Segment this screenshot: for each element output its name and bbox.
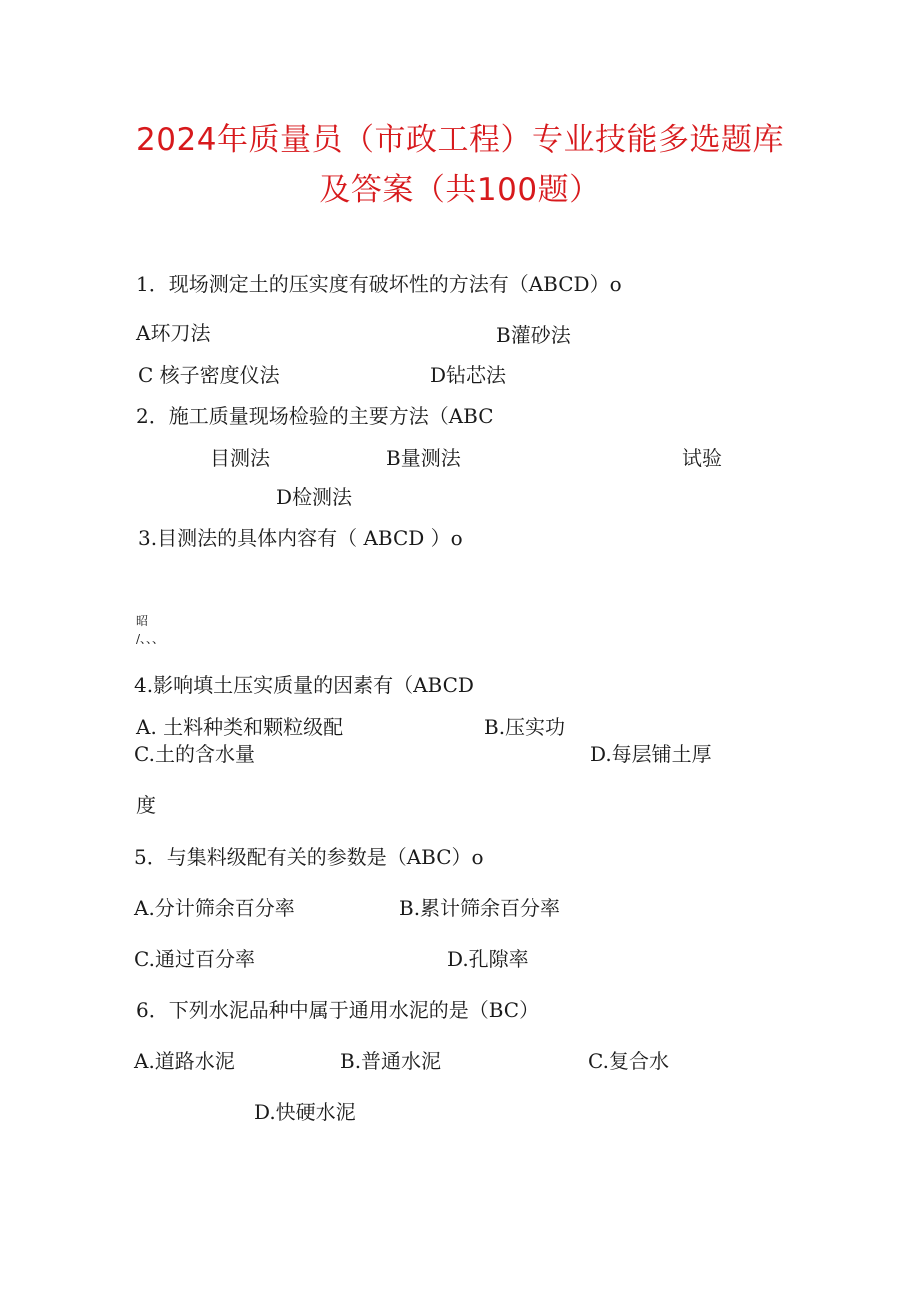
question-6-option-a: A.道路水泥 bbox=[134, 1049, 235, 1073]
question-2-option-c: 试验 bbox=[682, 446, 722, 470]
question-5-option-c: C.通过百分率 bbox=[134, 947, 255, 971]
question-1-option-a: A环刀法 bbox=[136, 321, 211, 345]
question-5-option-d: D.孔隙率 bbox=[447, 947, 529, 971]
question-4-option-d-continued: 度 bbox=[136, 793, 156, 817]
question-1-option-c: C 核子密度仪法 bbox=[138, 363, 280, 387]
question-4-option-b: B.压实功 bbox=[484, 715, 566, 739]
question-6-option-c: C.复合水 bbox=[588, 1049, 669, 1073]
question-4-option-c: C.土的含水量 bbox=[134, 742, 255, 766]
question-6-stem: 6．下列水泥品种中属于通用水泥的是（BC） bbox=[136, 998, 540, 1022]
question-1-stem: 1．现场测定土的压实度有破坏性的方法有（ABCD）o bbox=[136, 272, 622, 296]
question-4-option-d: D.每层铺土厚 bbox=[590, 742, 712, 766]
question-1-option-b: B灌砂法 bbox=[496, 323, 571, 347]
question-4-stem: 4.影响填土压实质量的因素有（ABCD bbox=[134, 673, 474, 697]
question-6-option-d: D.快硬水泥 bbox=[254, 1100, 356, 1124]
question-2-option-d: D检测法 bbox=[276, 485, 353, 509]
question-6-option-b: B.普通水泥 bbox=[340, 1049, 442, 1073]
document-title-line-1: 2024年质量员（市政工程）专业技能多选题库 bbox=[136, 122, 784, 158]
question-5-option-b: B.累计筛余百分率 bbox=[399, 896, 561, 920]
document-title-line-2: 及答案（共100题） bbox=[319, 172, 601, 208]
question-2-option-a: 目测法 bbox=[210, 446, 270, 470]
question-2-stem: 2．施工质量现场检验的主要方法（ABC bbox=[136, 404, 494, 428]
question-3-note-2: /、、、 bbox=[136, 632, 165, 646]
question-4-option-a: A. 土料种类和颗粒级配 bbox=[136, 715, 344, 739]
question-1-option-d: D钻芯法 bbox=[430, 363, 507, 387]
question-2-option-b: B量测法 bbox=[386, 446, 461, 470]
question-3-note-1: 昭 bbox=[136, 614, 149, 628]
question-5-option-a: A.分计筛余百分率 bbox=[134, 896, 295, 920]
question-5-stem: 5．与集料级配有关的参数是（ABC）o bbox=[134, 845, 484, 869]
question-3-stem: 3.目测法的具体内容有（ ABCD ）o bbox=[138, 526, 463, 550]
